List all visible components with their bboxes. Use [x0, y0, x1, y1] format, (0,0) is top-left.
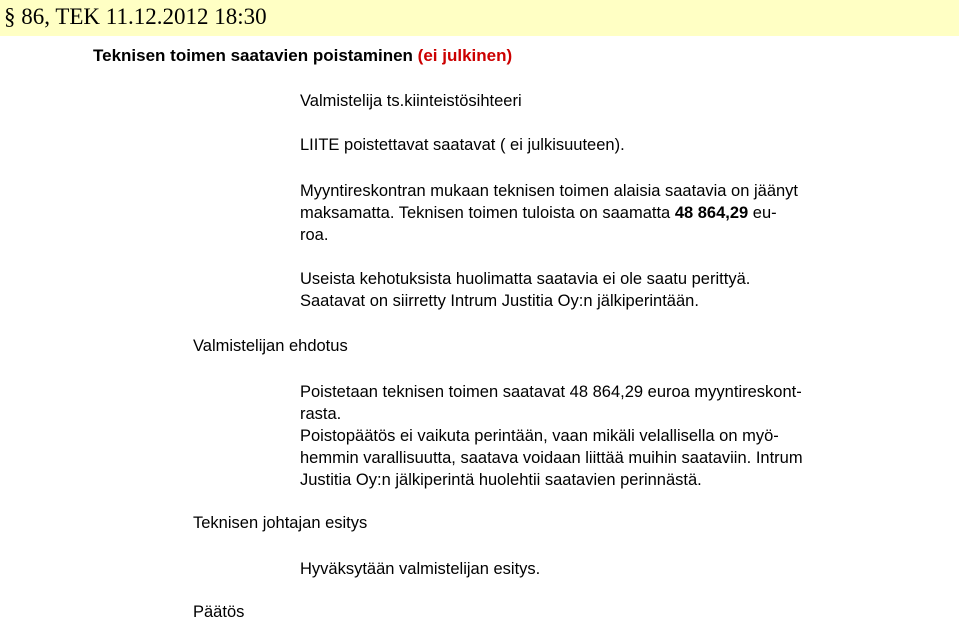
section-header: § 86, TEK 11.12.2012 18:30	[4, 4, 267, 29]
proposal-line-1: Poistetaan teknisen toimen saatavat 48 864,29 euroa myyntireskont-	[300, 383, 802, 401]
proposal-line-4: hemmin varallisuutta, saatava voidaan liittää muihin saataviin. Intrum	[300, 449, 803, 467]
collection-line-2: Saatavat on siirretty Intrum Justitia Oy:n jälkiperintään.	[300, 292, 699, 310]
proposal-paragraph	[300, 381, 803, 491]
attachment-line: LIITE poistettavat saatavat ( ei julkisuuteen).	[300, 136, 625, 154]
header-band	[0, 0, 959, 36]
confidential-marker: (ei julkinen)	[417, 46, 513, 65]
receivables-paragraph	[300, 180, 798, 246]
receivables-amount: 48 864,29	[674, 204, 749, 222]
section-title	[93, 44, 512, 68]
receivables-line-1: Myyntireskontran mukaan teknisen toimen alaisia saatavia on jäänyt	[300, 182, 799, 200]
proposal-line-5: Justitia Oy:n jälkiperintä huolehtii saatavien perinnästä.	[300, 471, 702, 489]
proposal-line-3: Poistopäätös ei vaikuta perintään, vaan mikäli velallisella on myö-	[300, 427, 779, 445]
collection-paragraph	[300, 268, 750, 312]
receivables-line-2-end: eu-	[748, 204, 777, 222]
receivables-line-3: roa.	[300, 226, 329, 244]
proposal-label: Valmistelijan ehdotus	[193, 337, 348, 355]
decision-label: Päätös	[193, 603, 245, 621]
preparer-line: Valmistelija ts.kiinteistösihteeri	[300, 92, 522, 110]
director-label: Teknisen johtajan esitys	[193, 514, 368, 532]
collection-line-1: Useista kehotuksista huolimatta saatavia ei ole saatu perittyä.	[300, 270, 751, 288]
receivables-line-2-text: maksamatta. Teknisen toimen tuloista on saamatta	[300, 204, 675, 222]
proposal-line-2: rasta.	[300, 405, 342, 423]
receivables-line-2	[300, 202, 798, 224]
title-main: Teknisen toimen saatavien poistaminen	[93, 46, 418, 65]
director-decision-line: Hyväksytään valmistelijan esitys.	[300, 560, 541, 578]
